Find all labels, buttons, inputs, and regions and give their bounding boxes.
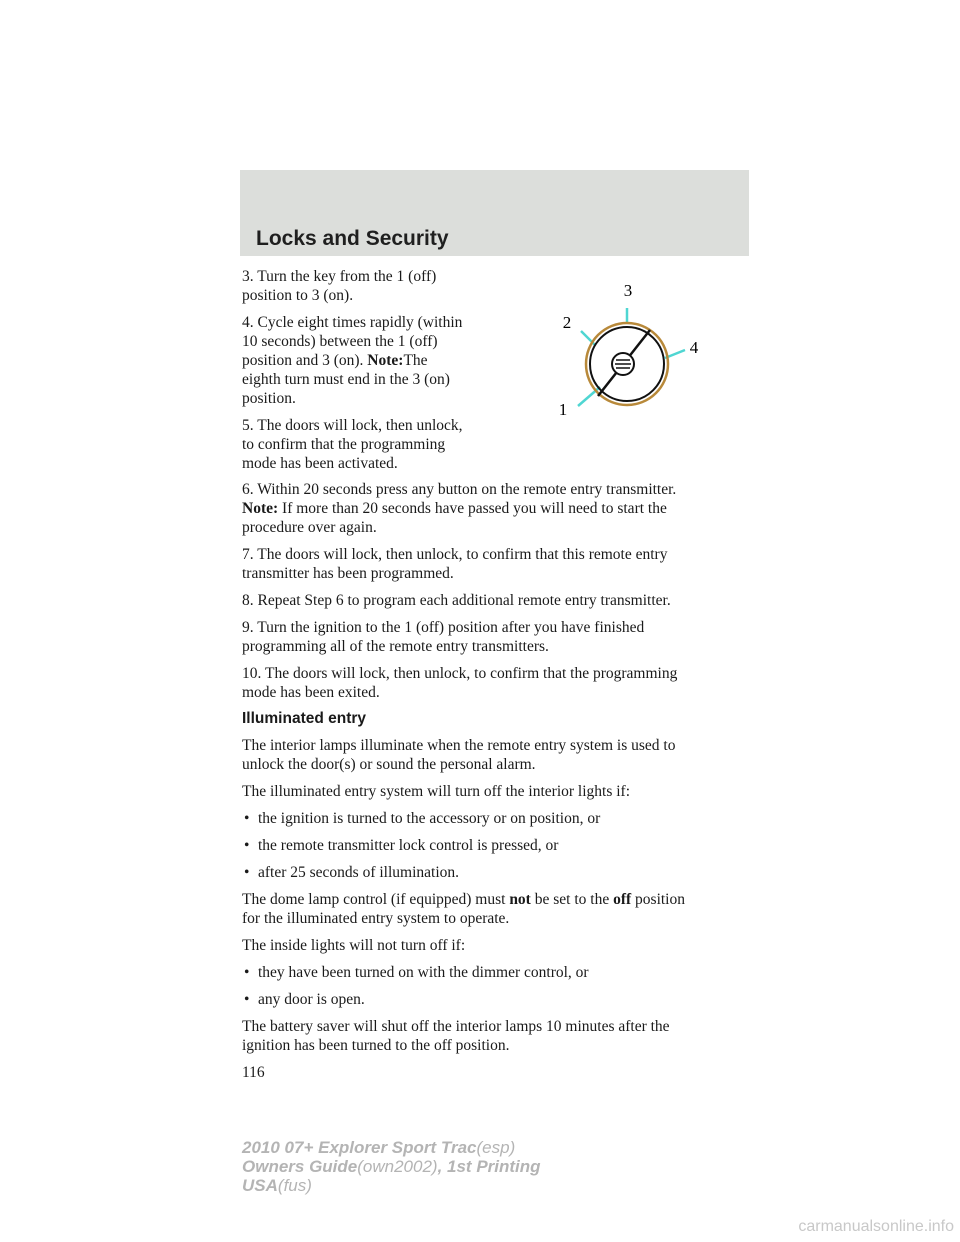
bullet-icon: • [244,964,250,981]
dome-line2: for the illuminated entry system to operate. [242,910,510,927]
step5-line3: mode has been activated. [242,455,398,472]
footer-guide-code: (own2002) [357,1157,438,1176]
note-label: Note: [367,352,404,369]
bullet-icon: • [244,991,250,1008]
step4-line3-b: The [403,352,428,369]
bullet-item: the remote transmitter lock control is pressed, or [258,837,559,854]
illum-p1-line2: unlock the door(s) or sound the personal alarm. [242,756,536,773]
step10-line2: mode has been exited. [242,684,380,701]
step6-line2 [242,500,667,518]
dome-c: position [635,891,685,908]
step6-line1: 6. Within 20 seconds press any button on the remote entry transmitter. [242,481,677,498]
illum-p1-line1: The interior lamps illuminate when the remote entry system is used to [242,737,676,754]
bullet-icon: • [244,810,250,827]
footer-model: 2010 07+ Explorer Sport Trac [242,1138,477,1157]
inside-lights: The inside lights will not turn off if: [242,937,466,954]
footer-line3 [242,1176,541,1195]
note-label: Note: [242,500,279,517]
step4-line3 [242,352,428,370]
label-4: 4 [689,338,699,357]
dome-not: not [509,891,531,908]
page-number: 116 [242,1064,265,1081]
step7-line1: 7. The doors will lock, then unlock, to confirm that this remote entry [242,546,668,563]
footer-printing: , 1st Printing [437,1157,541,1176]
illum-p2: The illuminated entry system will turn off the interior lights if: [242,783,631,800]
step3-line2: position to 3 (on). [242,287,354,304]
step9-line2: programming all of the remote entry transmitters. [242,638,549,655]
battery-line1: The battery saver will shut off the interior lamps 10 minutes after the [242,1018,670,1035]
footer-line1 [242,1138,541,1157]
label-1: 1 [558,400,568,419]
bullet-item: the ignition is turned to the accessory or on position, or [258,810,601,827]
dome-a: The dome lamp control (if equipped) must [242,891,506,908]
step4-line1: 4. Cycle eight times rapidly (within [242,314,463,331]
step3-line1: 3. Turn the key from the 1 (off) [242,268,437,285]
step4-line5: position. [242,390,296,407]
bullet-item: after 25 seconds of illumination. [258,864,460,881]
watermark: carmanualsonline.info [798,1218,954,1235]
battery-line2: ignition has been turned to the off position. [242,1037,510,1054]
step6-line3: procedure over again. [242,519,377,536]
step8: 8. Repeat Step 6 to program each additional remote entry transmitter. [242,592,671,609]
step5-line2: to confirm that the programming [242,436,446,453]
bullet-item: they have been turned on with the dimmer control, or [258,964,589,981]
bullet-icon: • [244,864,250,881]
step10-line1: 10. The doors will lock, then unlock, to confirm that the programming [242,665,678,682]
illuminated-entry-heading: Illuminated entry [242,710,367,727]
footer-region-code: (fus) [277,1176,312,1195]
bullet-icon: • [244,837,250,854]
step5-line1: 5. The doors will lock, then unlock, [242,417,463,434]
footer-model-code: (esp) [476,1138,516,1157]
footer-line2 [242,1157,541,1176]
step4-line2: 10 seconds) between the 1 (off) [242,333,438,350]
footer [242,1138,541,1195]
ignition-key-diagram [540,278,740,428]
label-2: 2 [562,313,572,332]
section-title: Locks and Security [256,227,449,250]
step4-line4: eighth turn must end in the 3 (on) [242,371,450,388]
dome-b: be set to the [534,891,610,908]
dome-line1 [242,891,685,909]
step7-line2: transmitter has been programmed. [242,565,454,582]
step6-line2-text: If more than 20 seconds have passed you will need to start the [282,500,667,517]
footer-region: USA [242,1176,278,1195]
step4-line3-a: position and 3 (on). [242,352,364,369]
label-3: 3 [623,281,633,300]
bullet-item: any door is open. [258,991,365,1008]
dome-off: off [613,891,632,908]
step9-line1: 9. Turn the ignition to the 1 (off) position after you have finished [242,619,645,636]
footer-guide: Owners Guide [242,1157,358,1176]
